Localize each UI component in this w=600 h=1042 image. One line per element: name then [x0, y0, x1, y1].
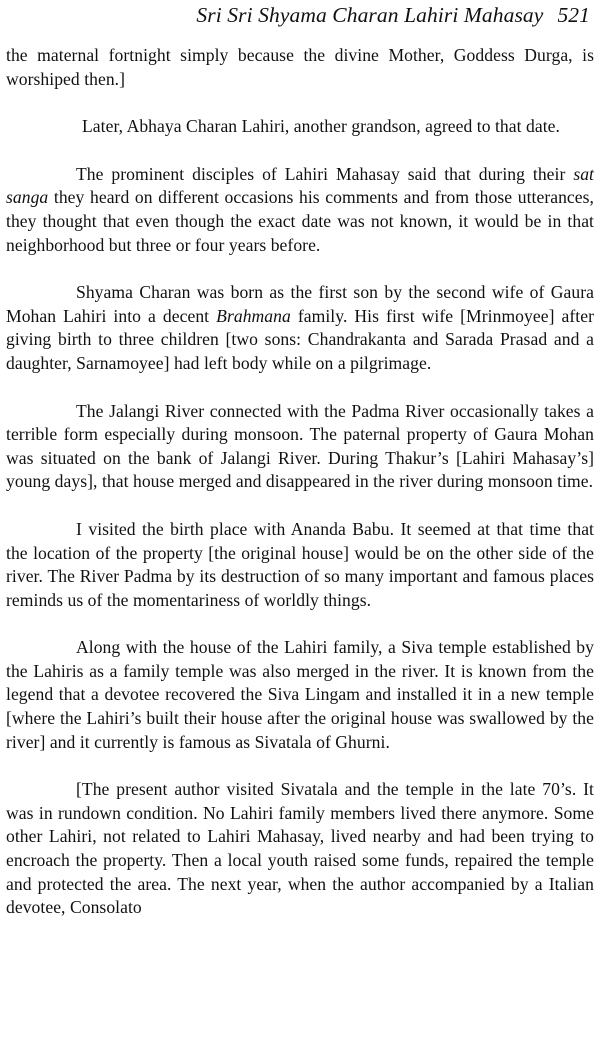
paragraph-1: the maternal fortnight simply because the divine Mother, Goddess Durga, is worshiped then.]: [6, 45, 594, 89]
page-number: 521: [557, 3, 590, 27]
paragraph-8: [The present author visited Sivatala and the temple in the late 70’s. It was in rundown condition. No Lahiri family members lived there anymore. Some other Lahiri, not related to Lahiri Mahasay, lived nearby and had been trying to encroach the property. Then a local youth raised some funds, repaired the temple and protected the area. The next year, when the author accompanied by a Italian devotee, Consolato: [6, 779, 594, 918]
paragraph-4-text-b: family. His first wife [Mrinmoyee] after giving birth to three children [two sons: Chandrakanta and Sarada Prasad and a daughter, Sarnamoyee] had left body while on a pilgrimage.: [6, 305, 594, 373]
paragraph-3-text-b: they heard on different occasions his comments and from those utterances, they thought that even though the exact date was not known, it would be in that neighborhood but three or four years before.: [6, 187, 594, 255]
running-title: Sri Sri Shyama Charan Lahiri Mahasay: [196, 3, 544, 27]
paragraph-7: Along with the house of the Lahiri family, a Siva temple established by the Lahiris as a family temple was also merged in the river. It is known from the legend that a devotee recovered the Siva Lingam and installed it in a new temple [where the Lahiri’s built their house after the original house was swallowed by the river] and it currently is famous as Sivatala of Ghurni.: [6, 637, 594, 752]
paragraph-5: The Jalangi River connected with the Padma River occasionally takes a terrible form especially during monsoon. The paternal property of Gaura Mohan was situated on the bank of Jalangi River. During Thakur’s [Lahiri Mahasay’s] young days], that house merged and disappeared in the river during monsoon time.: [6, 400, 594, 492]
paragraph-6: I visited the birth place with Ananda Babu. It seemed at that time that the location of the property [the original house] would be on the other side of the river. The River Padma by its destruction of so many important and famous places reminds us of the momentariness of worldly things.: [6, 518, 594, 610]
paragraph-4-italic-term: Brahmana: [216, 305, 291, 326]
body-text: [6, 44, 594, 920]
paragraph-2: Later, Abhaya Charan Lahiri, another grandson, agreed to that date.: [82, 116, 560, 137]
running-header: [196, 2, 590, 28]
paragraph-3: [6, 163, 594, 257]
paragraph-3-text-a: The prominent disciples of Lahiri Mahasay said that during their: [76, 163, 574, 184]
paragraph-4-text-a: Shyama Charan was born as the first son by the second wife of Gaura Mohan Lahiri into a decent: [6, 282, 594, 326]
paragraph-4: [6, 281, 594, 375]
paragraph-3-italic-term: sat sanga: [6, 163, 594, 208]
